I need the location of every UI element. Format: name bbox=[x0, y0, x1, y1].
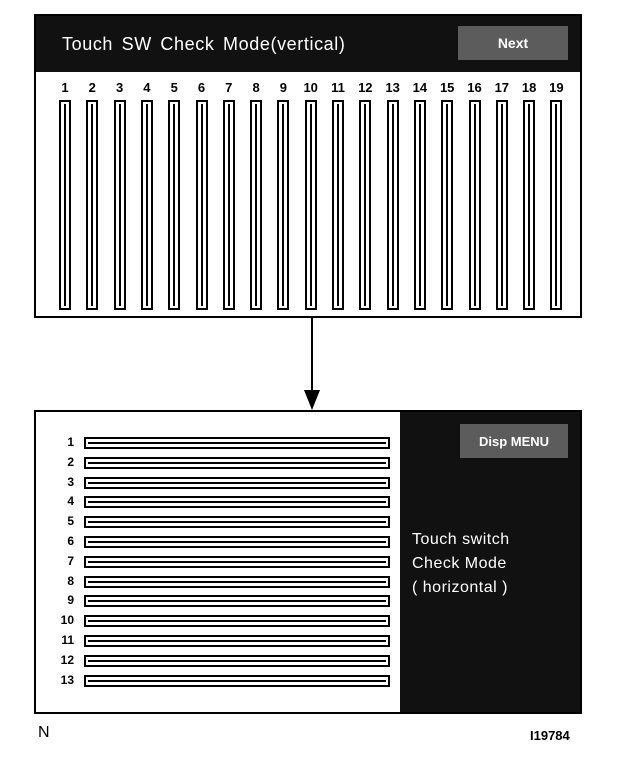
switch-bar[interactable] bbox=[84, 516, 390, 528]
switch-bar[interactable] bbox=[84, 457, 390, 469]
horizontal-switch-13[interactable] bbox=[46, 674, 396, 688]
switch-bar[interactable] bbox=[223, 100, 235, 310]
switch-number: 13 bbox=[60, 672, 74, 687]
switch-number: 15 bbox=[439, 80, 455, 95]
horizontal-switch-5[interactable] bbox=[46, 515, 396, 529]
vertical-switch-13[interactable] bbox=[380, 80, 406, 310]
mode-label-line: Check Mode bbox=[412, 555, 507, 572]
switch-bar[interactable] bbox=[84, 496, 390, 508]
switch-bar[interactable] bbox=[59, 100, 71, 310]
corner-mark: N bbox=[38, 724, 50, 741]
horizontal-switch-grid bbox=[36, 412, 402, 712]
switch-number: 12 bbox=[60, 652, 74, 667]
switch-number: 11 bbox=[61, 633, 74, 647]
vertical-switch-16[interactable] bbox=[462, 80, 488, 310]
switch-number: 17 bbox=[494, 80, 510, 95]
switch-bar[interactable] bbox=[84, 556, 390, 568]
vertical-switch-2[interactable] bbox=[79, 80, 105, 310]
switch-number: 16 bbox=[467, 80, 482, 95]
switch-bar[interactable] bbox=[84, 655, 390, 667]
horizontal-switch-1[interactable] bbox=[46, 436, 396, 450]
switch-number: 10 bbox=[60, 613, 74, 628]
switch-bar[interactable] bbox=[84, 595, 390, 607]
switch-bar[interactable] bbox=[550, 100, 562, 310]
switch-number: 6 bbox=[67, 534, 74, 548]
vertical-switch-17[interactable] bbox=[489, 80, 515, 310]
horizontal-switch-3[interactable] bbox=[46, 476, 396, 490]
switch-number: 8 bbox=[67, 573, 74, 588]
vertical-switch-7[interactable] bbox=[216, 80, 242, 310]
horizontal-switch-8[interactable] bbox=[46, 575, 396, 589]
vertical-switch-6[interactable] bbox=[189, 80, 215, 310]
horizontal-switch-11[interactable] bbox=[46, 634, 396, 648]
switch-bar[interactable] bbox=[469, 100, 481, 310]
switch-number: 7 bbox=[67, 553, 74, 568]
horizontal-switch-6[interactable] bbox=[46, 535, 396, 549]
mode-label-line: ( horizontal ) bbox=[412, 579, 508, 596]
switch-number: 4 bbox=[143, 80, 151, 95]
switch-number: 10 bbox=[303, 80, 318, 95]
switch-bar[interactable] bbox=[168, 100, 180, 310]
switch-bar[interactable] bbox=[250, 100, 262, 310]
switch-number: 4 bbox=[67, 494, 74, 509]
switch-bar[interactable] bbox=[84, 635, 390, 647]
switch-bar[interactable] bbox=[332, 100, 344, 310]
vertical-switch-11[interactable] bbox=[325, 80, 351, 310]
horizontal-switch-7[interactable] bbox=[46, 555, 396, 569]
vertical-switch-18[interactable] bbox=[516, 80, 542, 310]
mode-label bbox=[412, 528, 510, 600]
horizontal-switch-9[interactable] bbox=[46, 594, 396, 608]
switch-bar[interactable] bbox=[196, 100, 208, 310]
horizontal-switch-12[interactable] bbox=[46, 654, 396, 668]
header-bar bbox=[36, 16, 580, 72]
switch-bar[interactable] bbox=[84, 437, 390, 449]
switch-number: 19 bbox=[549, 80, 564, 95]
vertical-switch-10[interactable] bbox=[298, 80, 324, 310]
vertical-check-screen bbox=[34, 14, 582, 318]
switch-bar[interactable] bbox=[496, 100, 508, 310]
switch-bar[interactable] bbox=[84, 615, 390, 627]
switch-number: 2 bbox=[67, 454, 74, 469]
switch-number: 14 bbox=[412, 80, 428, 95]
switch-number: 2 bbox=[88, 80, 96, 95]
switch-number: 5 bbox=[67, 514, 74, 529]
down-arrow-icon bbox=[300, 318, 324, 410]
switch-number: 9 bbox=[279, 80, 287, 95]
vertical-switch-1[interactable] bbox=[52, 80, 78, 310]
figure-code: I19784 bbox=[530, 728, 570, 743]
switch-number: 1 bbox=[61, 80, 69, 95]
switch-bar[interactable] bbox=[141, 100, 153, 310]
switch-bar[interactable] bbox=[84, 536, 390, 548]
screen-title: Touch SW Check Mode(vertical) bbox=[62, 34, 346, 54]
switch-bar[interactable] bbox=[84, 576, 390, 588]
vertical-switch-3[interactable] bbox=[107, 80, 133, 310]
switch-number: 3 bbox=[67, 474, 74, 489]
switch-number: 6 bbox=[197, 80, 206, 95]
switch-bar[interactable] bbox=[86, 100, 98, 310]
disp-menu-button[interactable]: Disp MENU bbox=[460, 424, 568, 458]
switch-bar[interactable] bbox=[359, 100, 371, 310]
switch-number: 7 bbox=[225, 80, 233, 95]
vertical-switch-grid bbox=[36, 72, 580, 316]
vertical-switch-12[interactable] bbox=[352, 80, 378, 310]
vertical-switch-15[interactable] bbox=[434, 80, 460, 310]
switch-number: 3 bbox=[115, 80, 124, 95]
switch-number: 9 bbox=[67, 593, 74, 608]
switch-bar[interactable] bbox=[387, 100, 399, 310]
vertical-switch-9[interactable] bbox=[270, 80, 296, 310]
vertical-switch-8[interactable] bbox=[243, 80, 269, 310]
switch-bar[interactable] bbox=[84, 675, 390, 687]
vertical-switch-4[interactable] bbox=[134, 80, 160, 310]
horizontal-switch-2[interactable] bbox=[46, 456, 396, 470]
next-button[interactable]: Next bbox=[458, 26, 568, 60]
switch-number: 13 bbox=[385, 80, 400, 95]
vertical-switch-14[interactable] bbox=[407, 80, 433, 310]
horizontal-check-screen bbox=[34, 410, 582, 714]
switch-bar[interactable] bbox=[84, 477, 390, 489]
switch-bar[interactable] bbox=[305, 100, 317, 310]
switch-bar[interactable] bbox=[414, 100, 426, 310]
mode-label-line: Touch switch bbox=[412, 531, 510, 548]
vertical-switch-5[interactable] bbox=[161, 80, 187, 310]
switch-bar[interactable] bbox=[523, 100, 535, 310]
side-panel bbox=[400, 412, 580, 712]
switch-number: 12 bbox=[358, 80, 373, 95]
switch-bar[interactable] bbox=[277, 100, 289, 310]
switch-bar[interactable] bbox=[114, 100, 126, 310]
vertical-switch-19[interactable] bbox=[543, 80, 569, 310]
horizontal-switch-10[interactable] bbox=[46, 614, 396, 628]
horizontal-switch-4[interactable] bbox=[46, 495, 396, 509]
switch-number: 11 bbox=[331, 80, 345, 95]
switch-number: 5 bbox=[170, 80, 178, 95]
switch-number: 18 bbox=[521, 80, 537, 95]
switch-number: 1 bbox=[67, 435, 74, 449]
switch-number: 8 bbox=[252, 80, 260, 95]
switch-bar[interactable] bbox=[441, 100, 453, 310]
